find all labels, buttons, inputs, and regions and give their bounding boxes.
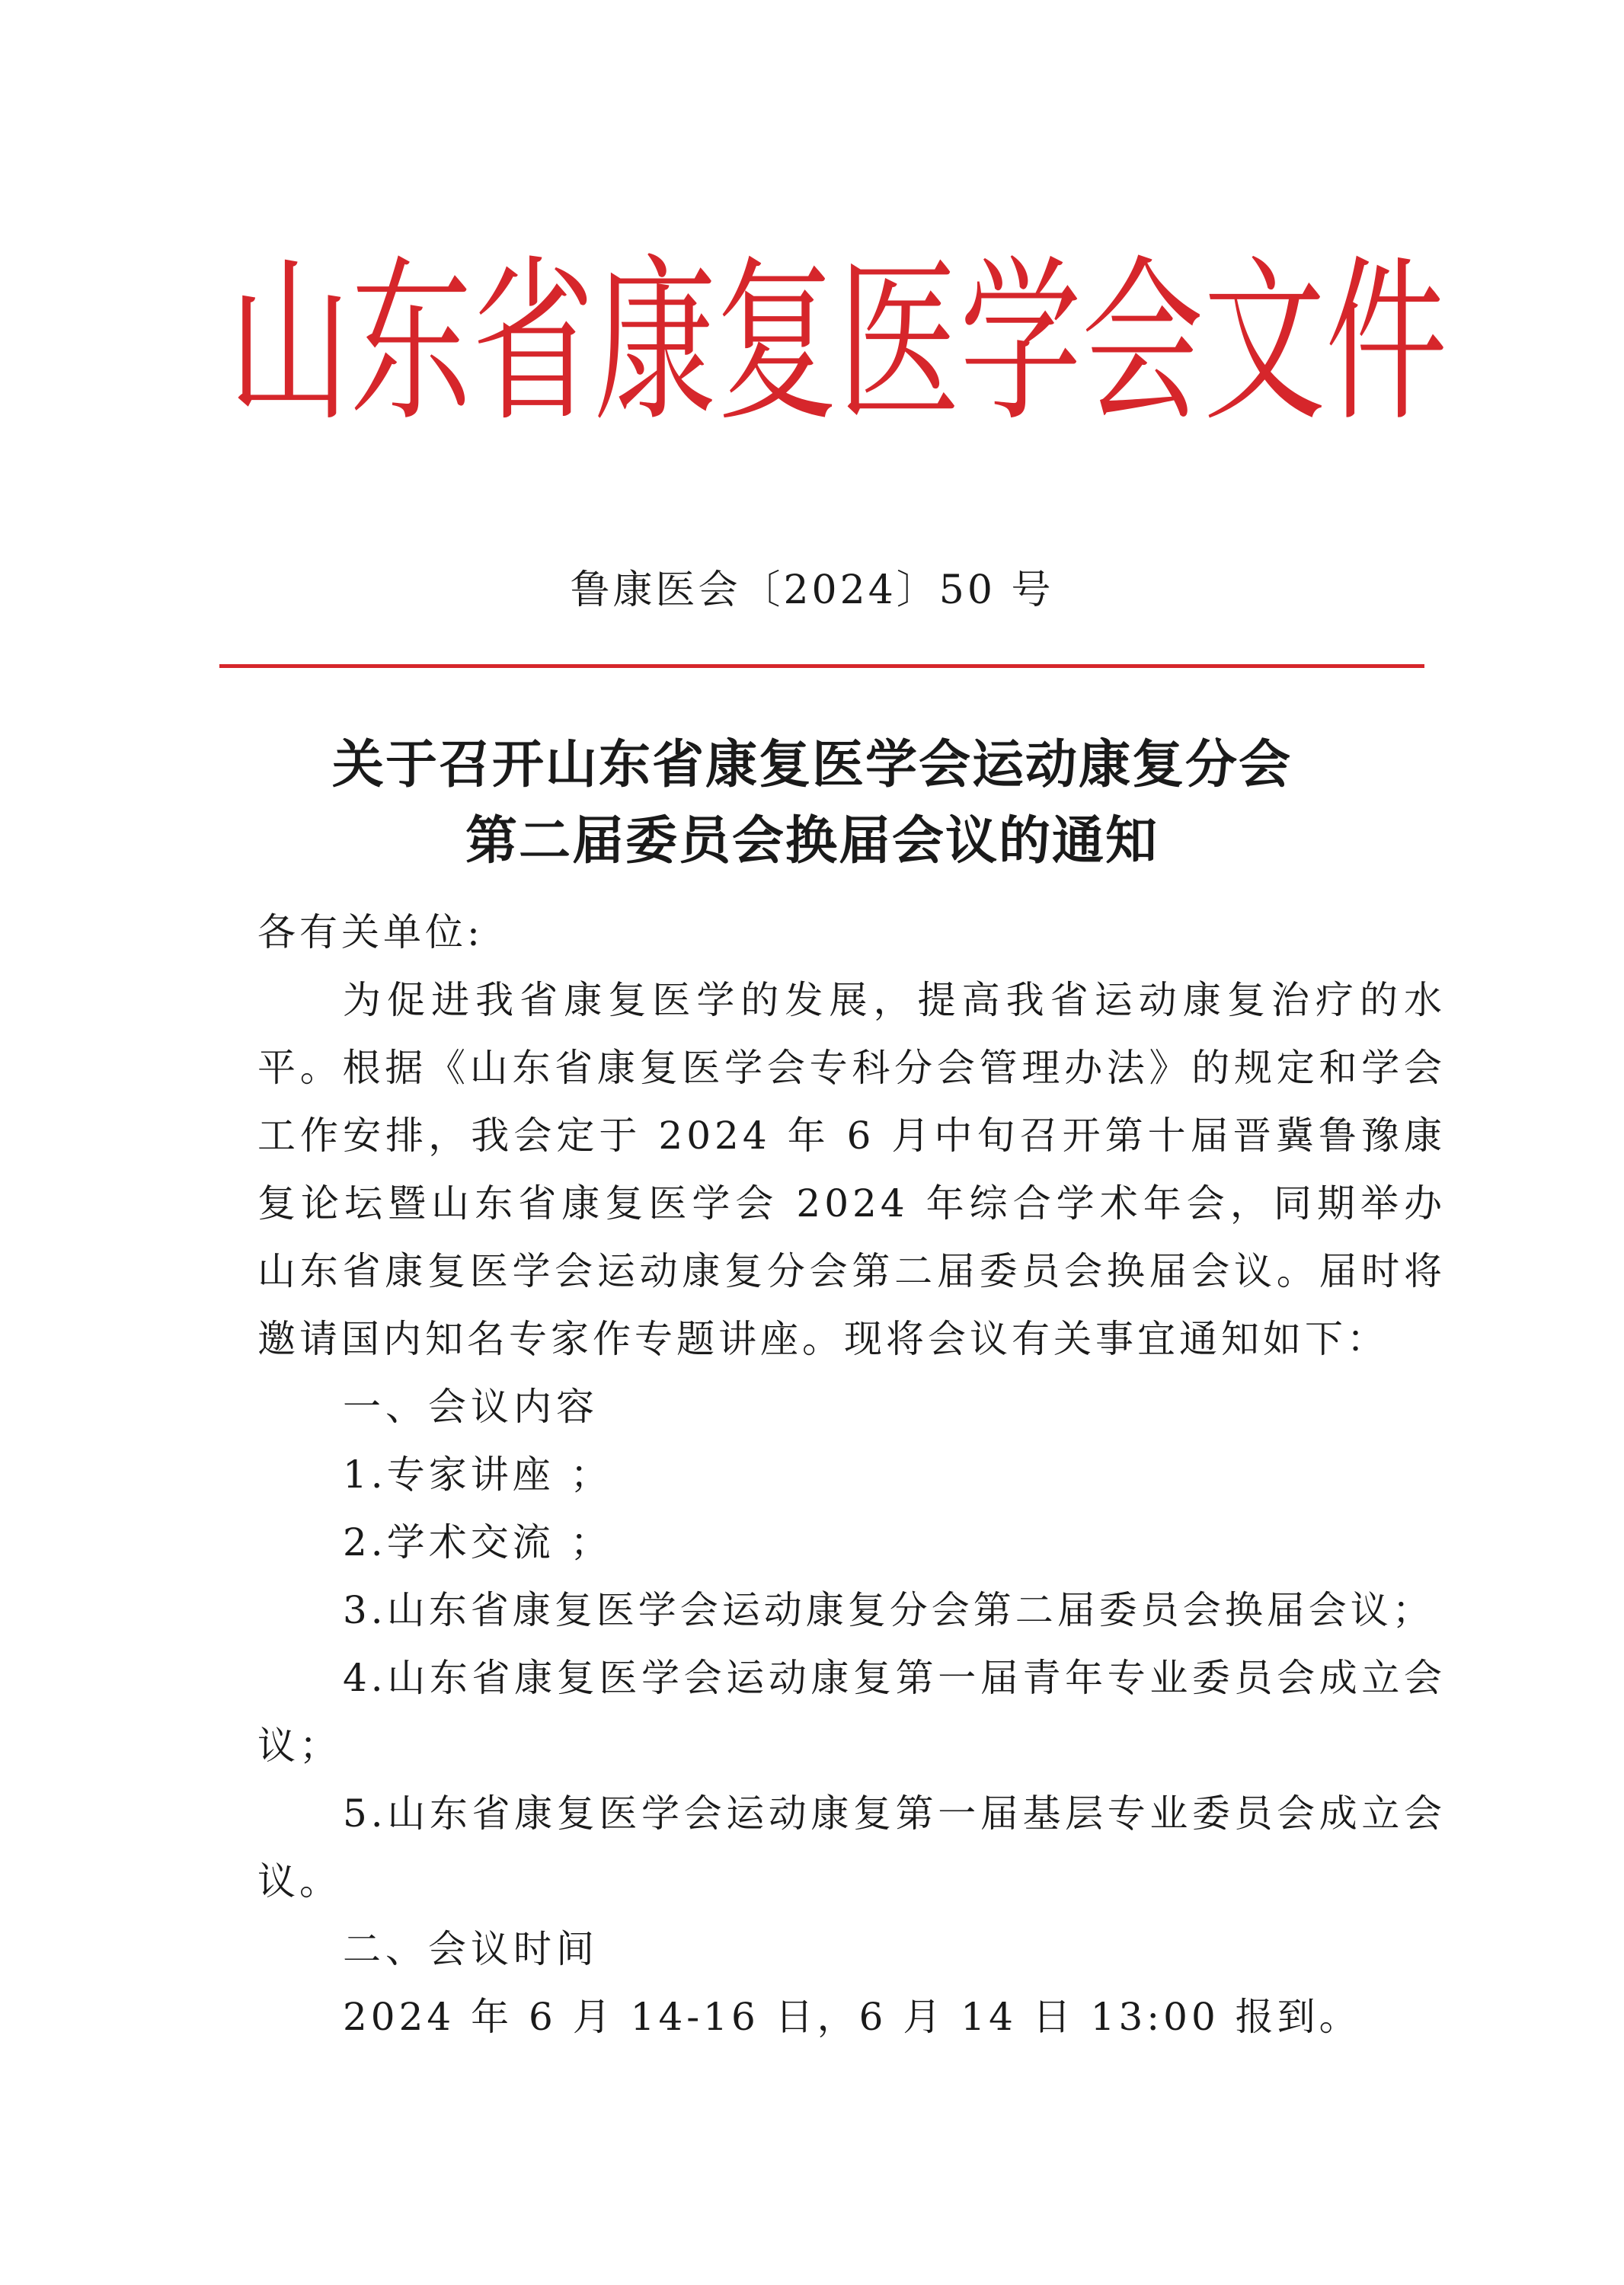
notice-body	[257, 899, 1446, 2051]
organization-header-title: 山东省康复医学会文件	[229, 238, 1448, 446]
intro-paragraph: 为促进我省康复医学的发展，提高我省运动康复治疗的水平。根据《山东省康复医学会专科分会管理办法》的规定和学会工作安排，我会定于 2024 年 6 月中旬召开第十届晋冀鲁豫康复论坛暨山东省康复医学会 2024 年综合学术年会，同期举办山东省康复医学会运动康复分会第二届委员会换届会议。届时将邀请国内知名专家作专题讲座。现将会议有关事宜通知如下：	[257, 978, 1446, 1361]
red-divider-line	[219, 664, 1424, 668]
section-heading-meeting-time: 二、会议时间	[343, 1927, 599, 1971]
notice-title-line-1: 关于召开山东省康复医学会运动康复分会	[331, 735, 1292, 795]
document-number: 鲁康医会〔2024〕50 号	[570, 567, 1054, 613]
list-item: 4.山东省康复医学会运动康复第一届青年专业委员会成立会议；	[257, 1656, 1446, 1768]
notice-title-line-2: 第二届委员会换届会议的通知	[465, 811, 1159, 871]
section-heading-meeting-content: 一、会议内容	[343, 1385, 599, 1429]
salutation: 各有关单位:	[257, 910, 484, 954]
list-item: 5.山东省康复医学会运动康复第一届基层专业委员会成立会议。	[257, 1791, 1446, 1903]
meeting-time-text: 2024 年 6 月 14-16 日，6 月 14 日 13:00 报到。	[343, 1995, 1361, 2039]
list-item: 2.学术交流 ；	[343, 1520, 612, 1564]
list-item: 1.专家讲座 ；	[343, 1452, 612, 1497]
list-item: 3.山东省康复医学会运动康复分会第二届委员会换届会议；	[343, 1588, 1434, 1632]
notice-title	[0, 727, 1624, 880]
